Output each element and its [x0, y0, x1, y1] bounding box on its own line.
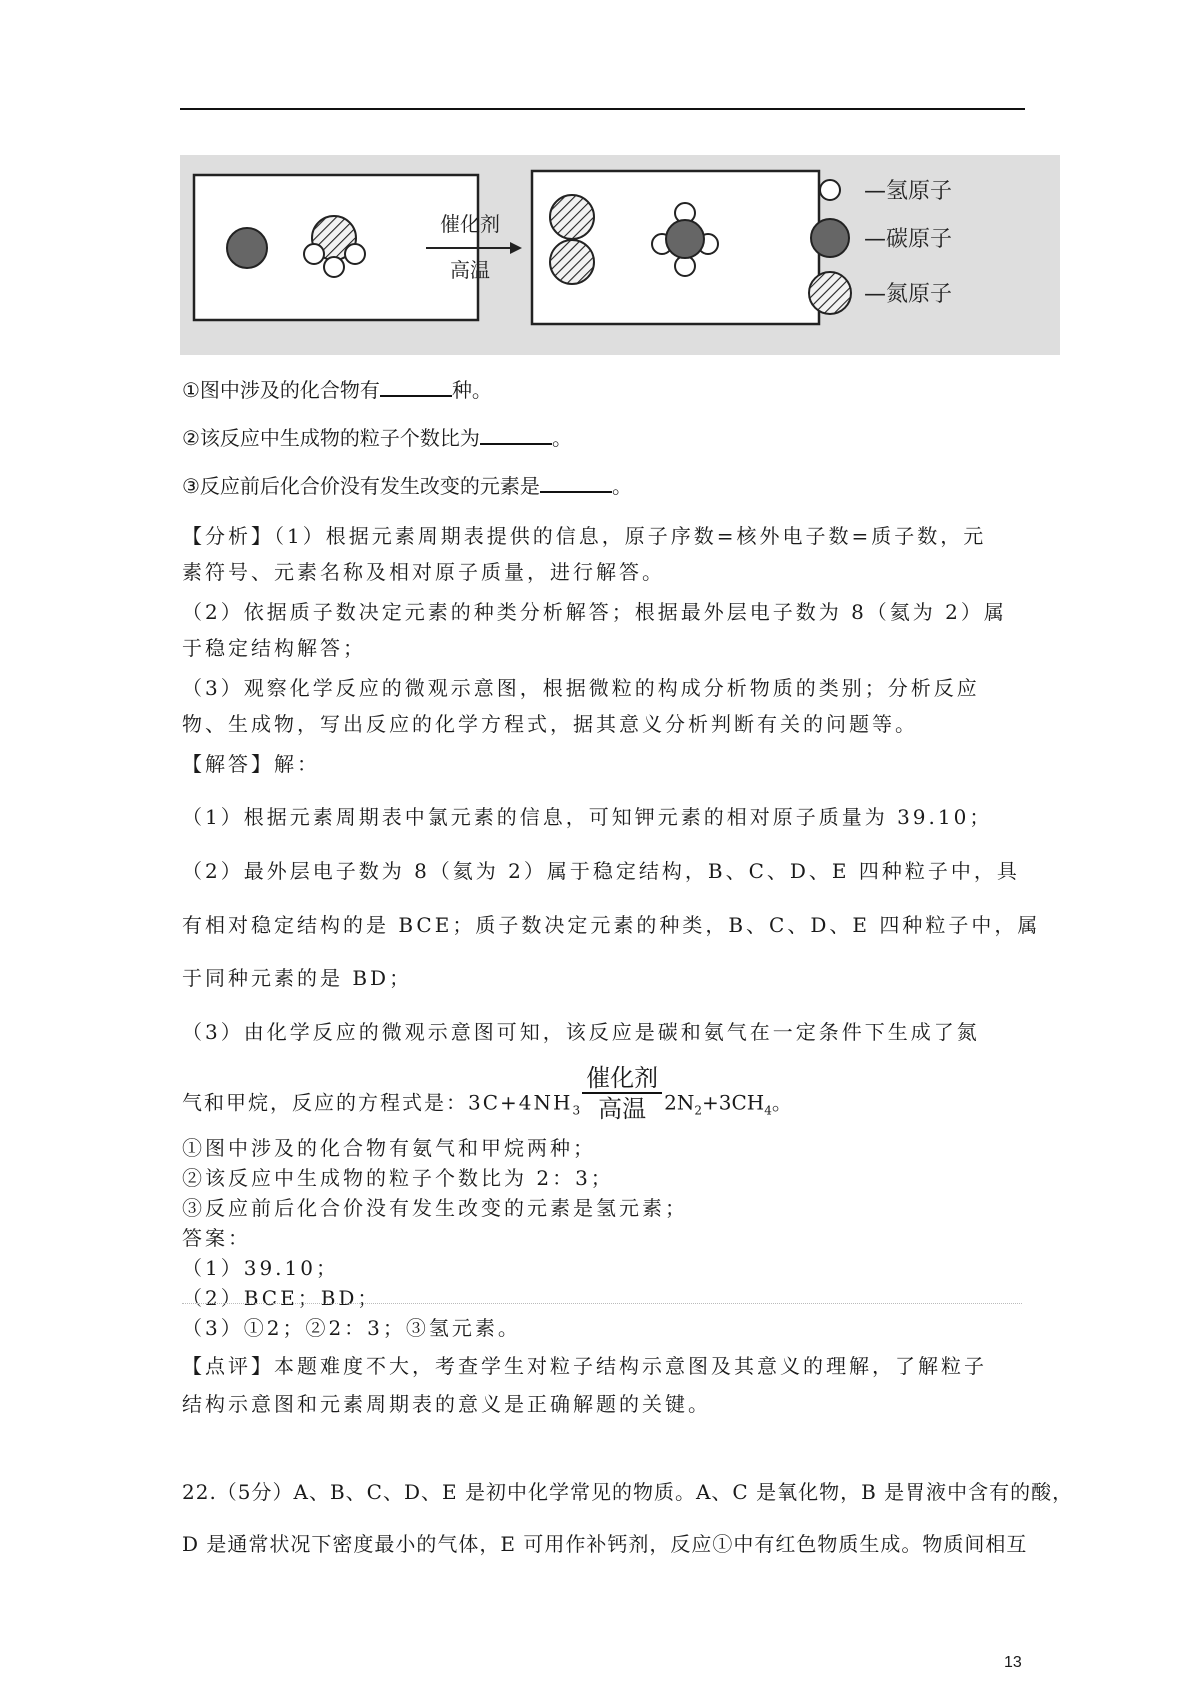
- analysis-line: （3）观察化学反应的微观示意图，根据微粒的构成分析物质的类别；分析反应: [182, 676, 980, 700]
- legend-carbon-label: —碳原子: [864, 227, 953, 252]
- solution-line: 有相对稳定结构的是 BCE；质子数决定元素的种类，B、C、D、E 四种粒子中，属: [182, 913, 1041, 937]
- analysis-line: （2）依据质子数决定元素的种类分析解答；根据最外层电子数为 8（氦为 2）属: [182, 600, 1007, 624]
- legend-hydrogen-icon: [820, 180, 840, 200]
- nitrogen-atom: [550, 240, 594, 284]
- question-1-suffix: 种。: [451, 378, 492, 402]
- question-2-text: ②该反应中生成物的粒子个数比为: [182, 426, 480, 450]
- subscript: 4: [764, 1103, 772, 1118]
- question-1-text: ①图中涉及的化合物有: [182, 378, 380, 402]
- subscript: 3: [572, 1103, 581, 1118]
- legend-carbon-icon: [811, 219, 849, 257]
- solution-heading: 【解答】解：: [182, 752, 320, 776]
- question-2-suffix: 。: [551, 426, 572, 450]
- solution-line: （3）由化学反应的微观示意图可知，该反应是碳和氨气在一定条件下生成了氮: [182, 1020, 980, 1044]
- question-3-suffix: 。: [611, 474, 632, 498]
- question-3: [182, 470, 632, 499]
- hydrogen-atom: [304, 244, 324, 264]
- legend-nitrogen-label: —氮原子: [864, 282, 953, 307]
- next-question-line: 22.（5分）A、B、C、D、E 是初中化学常见的物质。A、C 是氧化物，B 是胃液中含有的酸，: [182, 1480, 1074, 1504]
- solution-line: ②该反应中生成物的粒子个数比为 2：3；: [182, 1166, 614, 1190]
- condition-temperature: 高温: [598, 1095, 647, 1123]
- solution-line: ③反应前后化合价没有发生改变的元素是氢元素；: [182, 1196, 688, 1220]
- analysis-line: 物、生成物，写出反应的化学方程式，据其意义分析判断有关的问题等。: [182, 712, 918, 736]
- reaction-diagram: [180, 155, 1060, 355]
- answer-blank: [480, 427, 552, 445]
- carbon-atom: [227, 228, 267, 268]
- answer-line: （3）①2；②2：3；③氢元素。: [182, 1316, 521, 1340]
- page-number: 13: [1004, 1654, 1022, 1671]
- subscript: 2: [694, 1103, 702, 1118]
- answer-line: （2）BCE；BD；: [182, 1286, 381, 1310]
- chemical-equation: [182, 1064, 792, 1134]
- question-3-text: ③反应前后化合价没有发生改变的元素是: [182, 474, 540, 498]
- solution-line: （1）根据元素周期表中氯元素的信息，可知钾元素的相对原子质量为 39.10；: [182, 805, 993, 829]
- solution-line: ①图中涉及的化合物有氨气和甲烷两种；: [182, 1136, 596, 1160]
- solution-line: （2）最外层电子数为 8（氦为 2）属于稳定结构，B、C、D、E 四种粒子中，具: [182, 859, 1020, 883]
- carbon-atom: [666, 220, 704, 258]
- equation-product: 2N: [664, 1090, 695, 1115]
- comment-line: 【点评】本题难度不大，考查学生对粒子结构示意图及其意义的理解，了解粒子: [182, 1354, 987, 1378]
- arrow-condition-bottom: 高温: [450, 258, 490, 282]
- arrow-condition-top: 催化剂: [440, 212, 500, 236]
- comment-line: 结构示意图和元素周期表的意义是正确解题的关键。: [182, 1392, 711, 1416]
- hydrogen-atom: [324, 257, 344, 277]
- reaction-arrow-head: [510, 242, 522, 254]
- next-question-line: D 是通常状况下密度最小的气体，E 可用作补钙剂，反应①中有红色物质生成。物质间相互: [182, 1532, 1028, 1556]
- hydrogen-atom: [345, 244, 365, 264]
- header-rule: [180, 108, 1025, 110]
- answer-blank: [540, 475, 612, 493]
- solution-line: 于同种元素的是 BD；: [182, 966, 413, 990]
- analysis-line: 于稳定结构解答；: [182, 636, 366, 660]
- legend-hydrogen-label: —氢原子: [864, 179, 953, 204]
- answer-heading: 答案：: [182, 1226, 251, 1250]
- analysis-line: 【分析】（1）根据元素周期表提供的信息，原子序数=核外电子数=质子数，元: [182, 524, 987, 548]
- answer-blank: [380, 379, 452, 397]
- equation-product: +3CH: [701, 1090, 765, 1115]
- analysis-line: 素符号、元素名称及相对原子质量，进行解答。: [182, 560, 665, 584]
- answer-line: （1）39.10；: [182, 1256, 339, 1280]
- equation-reactants: 气和甲烷，反应的方程式是：3C+4NH: [182, 1090, 573, 1115]
- reaction-condition: [582, 1064, 662, 1124]
- reaction-diagram-svg: [180, 155, 1060, 355]
- legend-nitrogen-icon: [809, 272, 851, 314]
- condition-catalyst: 催化剂: [582, 1064, 662, 1094]
- divider: [182, 1303, 1022, 1304]
- nitrogen-atom: [550, 195, 594, 239]
- question-1: [182, 374, 492, 403]
- equation-end: 。: [771, 1090, 792, 1115]
- question-2: [182, 422, 572, 451]
